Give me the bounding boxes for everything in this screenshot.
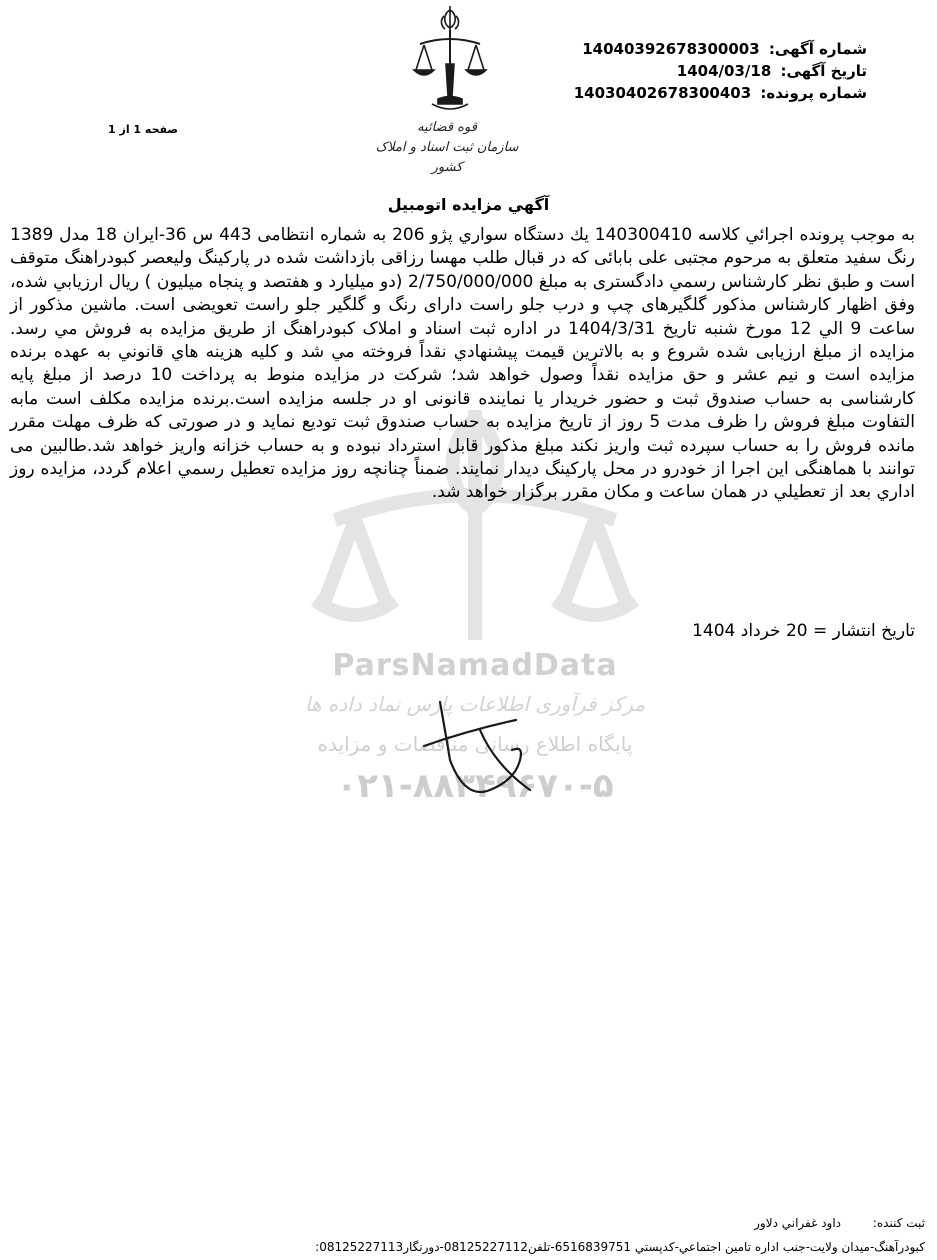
registrar-label: ثبت كننده:	[872, 1216, 925, 1230]
file-number-value: 14030402678300403	[573, 84, 752, 102]
organization-name	[372, 118, 522, 178]
watermark-line2: پایگاه اطلاع رسانی مناقصات و مزایده	[317, 732, 633, 756]
ad-date-label: تاریخ آگهی:	[780, 62, 867, 80]
watermark-phone: ۰۲۱-۸۸۳۴۹۶۷۰-۵	[336, 766, 614, 806]
registrar	[754, 1216, 925, 1230]
ad-number-value: 14040392678300003	[582, 40, 760, 58]
file-number-label: شماره پرونده:	[760, 84, 867, 102]
page-number: صفحه 1 از 1	[108, 123, 179, 136]
registrar-name: داود غفراني دلاور	[754, 1216, 842, 1230]
ad-number-label: شماره آگهی:	[768, 40, 867, 58]
ad-number-row	[547, 38, 867, 60]
notice-body: به موجب پرونده اجرائي كلاسه 140300410 يك دستگاه سواري پژو 206 به شماره انتظامى 443 س 36-ايران 18 مدل 1389 رنگ سفيد متعلق به مرحوم مجتبی علی بابائی که در قبال طلب مهسا رزاقی بازداشت شده در پاركينگ وليعصر كبودراهنگ متوقف است و طبق نظر كارشناس رسمي دادگستری به مبلغ 2/750/000/000 (دو ميليارد و هفتصد و پنجاه ميليون ) ريال ارزيابي شده، وفق اظهار كارشناس مذكور گلگيرهای چپ و درب جلو راست دارای رنگ و گلگير جلو راست تعويضى است. ماشين مذكور از ساعت 9 الي 12 مورخ شنبه تاريخ 1404/3/31 در اداره ثبت اسناد و املاک كبودراهنگ از طريق مزايده به فروش مي رسد. مزايده از مبلغ ارزيابی شده شروع و به بالاترين قيمت پيشنهادي نقداً فروخته مي شد و كليه هزينه هاي قانوني به عهده برنده مزايده است و نيم عشر و حق مزايده نقداً وصول خواهد شد؛ شركت در مزايده منوط به پرداخت 10 درصد از مبلغ پايه كارشناسی به حساب صندوق ثبت و حضور خريدار يا نماينده قانونی او در جلسه مزايده است.برنده مزايده مكلف است مابه التفاوت مبلغ فروش را ظرف مدت 5 روز از تاريخ مزايده به حساب صندوق ثبت توديع نمايد و در صورتی که ظرف مهلت مقرر مانده فروش را به حساب سپرده ثبت واريز نكند مبلغ مذكور قابل استرداد نبوده و به حساب خزانه واريز خواهد شد.طالبين مى توانند با هماهنگی اين اجرا از خودرو در محل پاركينگ ديدار نمايند. ضمناً چنانچه روز مزايده تعطيل رسمي اعلام گردد، مزايده روز اداري بعد از تعطيلي در همان ساعت و مكان مقرر برگزار خواهد شد.	[10, 225, 915, 503]
ad-date-row	[547, 60, 867, 82]
watermark-line1: مرکز فرآوری اطلاعات پارس نماد داده ها	[304, 692, 646, 716]
watermark-brand: ParsNamadData	[332, 648, 618, 683]
org-name-line2: سازمان ثبت اسناد و املاک کشور	[375, 140, 519, 175]
ad-date-value: 1404/03/18	[676, 62, 772, 80]
file-number-row	[547, 82, 867, 104]
signature	[420, 690, 550, 810]
scales-of-justice-emblem-icon	[410, 4, 490, 122]
org-name-line1: قوه قضائیه	[417, 120, 477, 135]
ad-metadata	[547, 38, 867, 104]
office-address: كبودرآهنگ-ميدان ولايت-جنب اداره تامين اجتماعي-كدپستي 6516839751-تلفن08125227112-دورنگار08125227113:	[315, 1240, 925, 1254]
document-title: آگهي مزايده اتومبيل	[387, 195, 550, 214]
publish-date: تاريخ انتشار = 20 خرداد 1404	[692, 621, 915, 641]
